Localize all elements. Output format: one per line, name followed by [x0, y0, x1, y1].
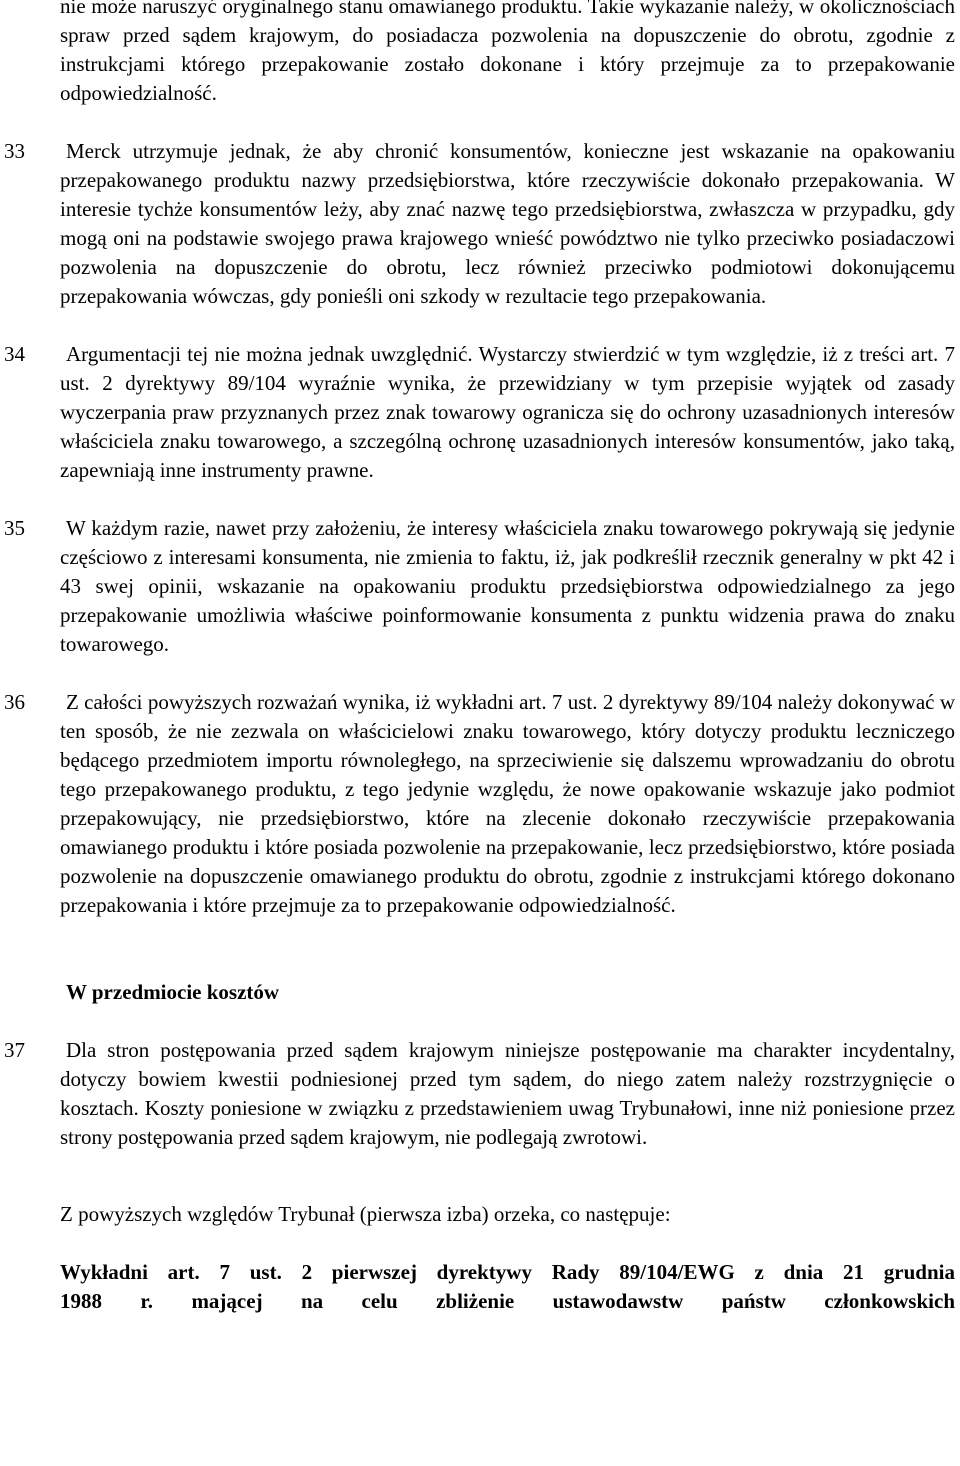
ruling-line: 1988 r. mającej na celu zbliżenie ustawodawstw państw członkowskich — [60, 1289, 955, 1313]
paragraph-number: 35 — [4, 516, 25, 540]
paragraph-36 — [0, 688, 960, 920]
ruling-text — [60, 1258, 955, 1316]
paragraph-number: 34 — [4, 342, 25, 366]
paragraph-text: Z całości powyższych rozważań wynika, iż wykładni art. 7 ust. 2 dyrektywy 89/104 należy dokonywać w ten sposób, że nie zezwala on właścicielowi znaku towarowego, który dotyczy produktu leczniczego będącego przedmiotem importu równoległego, na sprzeciwienie się dalszemu wprowadzaniu do obrotu tego przepakowanego produktu, z tego jedynie względu, że nowe opakowanie wskazuje jako podmiot przepakowujący, nie przedsiębiorstwo, które na zlecenie dokonało rzeczywiście przepakowania omawianego produktu i które posiada pozwolenie na przepakowanie, lecz przedsiębiorstwo, które posiada pozwolenie na dopuszczenie omawianego produktu do obrotu, zgodnie z instrukcjami którego dokonano przepakowania i które przejmuje za to przepakowanie odpowiedzialność. — [60, 690, 955, 917]
paragraph-35 — [0, 514, 960, 659]
paragraph-text: Merck utrzymuje jednak, że aby chronić konsumentów, konieczne jest wskazanie na opakowaniu przepakowanego produktu nazwy przedsiębiorstwa, które rzeczywiście dokonało przepakowania. W interesie tychże konsumentów leży, aby znać nazwę tego przedsiębiorstwa, zwłaszcza w przypadku, gdy mogą oni na podstawie swojego prawa krajowego wnieść powództwo nie tylko przeciwko posiadaczowi pozwolenia na dopuszczenie do obrotu, lecz również przeciwko podmiotowi dokonującemu przepakowania wówczas, gdy ponieśli oni szkody w rezultacie tego przepakowania. — [60, 139, 955, 308]
paragraph-33 — [0, 137, 960, 311]
paragraph-34 — [0, 340, 960, 485]
paragraph-text: Argumentacji tej nie można jednak uwzględnić. Wystarczy stwierdzić w tym względzie, iż z treści art. 7 ust. 2 dyrektywy 89/104 wyraźnie wynika, że przewidziany w tym przepisie wyjątek od zasady wyczerpania praw przyznanych przez znak towarowy ogranicza się do ochrony uzasadnionych interesów właściciela znaku towarowego, a szczególną ochronę uzasadnionych interesów konsumentów, jako taką, zapewniają inne instrumenty prawne. — [60, 342, 955, 482]
ruling-intro: Z powyższych względów Trybunał (pierwsza izba) orzeka, co następuje: — [60, 1202, 671, 1226]
paragraph-text: nie może naruszyć oryginalnego stanu omawianego produktu. Takie wykazanie należy, w okolicznościach spraw przed sądem krajowym, do posiadacza pozwolenia na dopuszczenie do obrotu, zgodnie z instrukcjami którego przepakowanie zostało dokonane i który przejmuje za to przepakowanie odpowiedzialność. — [60, 0, 955, 105]
ruling-line: Wykładni art. 7 ust. 2 pierwszej dyrektywy Rady 89/104/EWG z dnia 21 grudnia — [60, 1260, 955, 1284]
paragraph-37 — [0, 1036, 960, 1152]
paragraph-number: 36 — [4, 690, 25, 714]
paragraph-text: W każdym razie, nawet przy założeniu, że interesy właściciela znaku towarowego pokrywają się jedynie częściowo z interesami konsumenta, nie zmienia to faktu, iż, jak podkreślił rzecznik generalny w pkt 42 i 43 swej opinii, wskazanie na opakowaniu produktu przedsiębiorstwa odpowiedzialnego za jego przepakowanie umożliwia właściwe poinformowanie konsumenta z punktu widzenia prawa do znaku towarowego. — [60, 516, 955, 656]
paragraph-number: 37 — [4, 1038, 25, 1062]
paragraph-number: 33 — [4, 139, 25, 163]
paragraph-text: Dla stron postępowania przed sądem krajowym niniejsze postępowanie ma charakter incydentalny, dotyczy bowiem kwestii podniesionej przed tym sądem, do niego zatem należy rozstrzygnięcie o kosztach. Koszty poniesione w związku z przedstawieniem uwag Trybunałowi, inne niż poniesione przez strony postępowania przed sądem krajowym, nie podlegają zwrotowi. — [60, 1038, 955, 1149]
section-heading-costs: W przedmiocie kosztów — [66, 980, 280, 1004]
paragraph-32-continuation — [0, 0, 960, 108]
